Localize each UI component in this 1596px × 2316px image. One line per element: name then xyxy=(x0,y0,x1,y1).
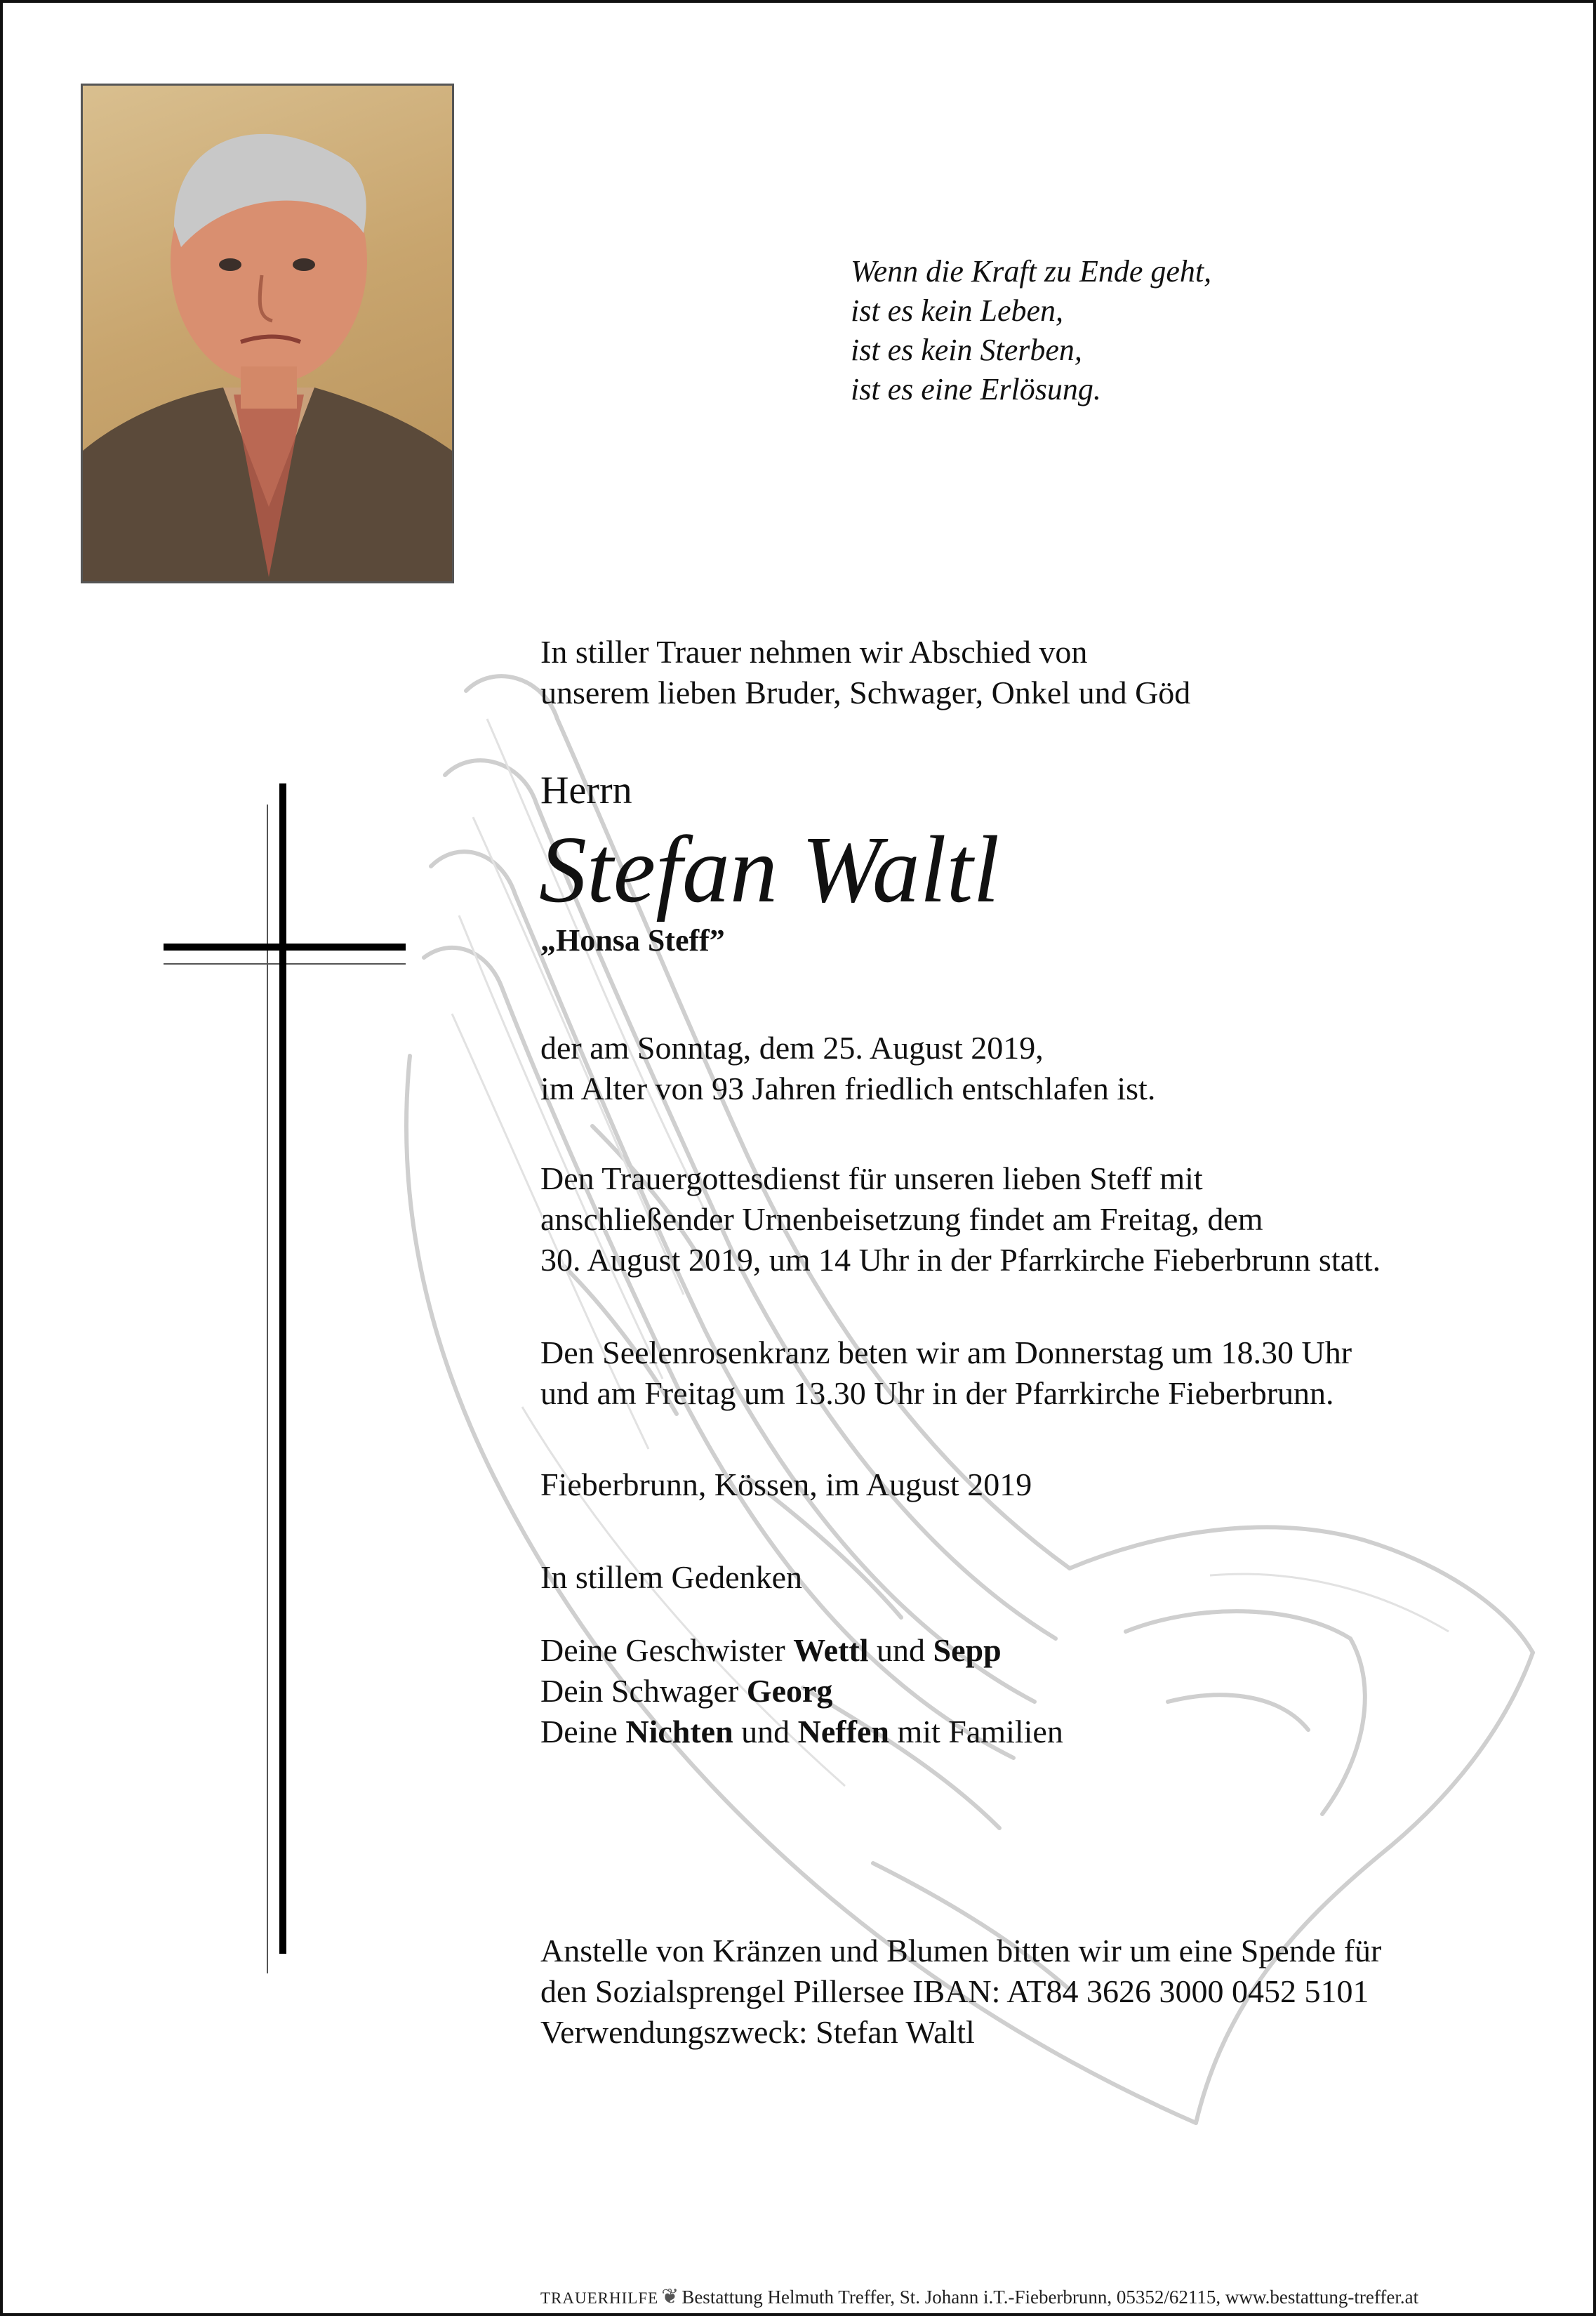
deceased-name: Stefan Waltl xyxy=(539,817,1000,922)
donation-line: den Sozialsprengel Pillersee IBAN: AT84 3626 3000 0452 5101 xyxy=(540,1973,1369,2009)
verse-line: Wenn die Kraft zu Ende geht, xyxy=(851,254,1212,289)
mourner-text: Deine Geschwister xyxy=(540,1632,794,1668)
rosary-line: und am Freitag um 13.30 Uhr in der Pfarrkirche Fieberbrunn. xyxy=(540,1375,1334,1411)
service-line: anschließender Urnenbeisetzung findet am Freitag, dem xyxy=(540,1201,1263,1237)
intro-text xyxy=(540,632,1190,713)
mourner-text: Dein Schwager xyxy=(540,1673,747,1709)
footer-text: Bestattung Helmuth Treffer, St. Johann i.T.-Fieberbrunn, 05352/62115, www.bestattung-treffer.at xyxy=(681,2287,1419,2308)
mourner-name: Neffen xyxy=(797,1714,889,1749)
dove-icon: ❦ xyxy=(661,2285,679,2308)
nickname: „Honsa Steff” xyxy=(540,923,725,958)
donation-line: Verwendungszweck: Stefan Waltl xyxy=(540,2014,975,2050)
verse-line: ist es kein Sterben, xyxy=(851,333,1082,367)
service-info xyxy=(540,1158,1381,1281)
cross-vertical-beam xyxy=(279,783,286,1954)
death-line: der am Sonntag, dem 25. August 2019, xyxy=(540,1030,1044,1066)
mourner-name: Sepp xyxy=(933,1632,1002,1668)
mourner-text: Deine xyxy=(540,1714,626,1749)
cross-horizontal-beam xyxy=(164,944,406,951)
mourner-name: Nichten xyxy=(625,1714,733,1749)
intro-line: In stiller Trauer nehmen wir Abschied von xyxy=(540,634,1088,670)
service-line: Den Trauergottesdienst für unseren lieben Steff mit xyxy=(540,1160,1203,1196)
place-date xyxy=(540,1464,1032,1505)
mourner-name: Georg xyxy=(746,1673,833,1709)
mourner-line xyxy=(540,1712,1063,1752)
portrait-photo xyxy=(81,84,454,583)
salutation: Herrn xyxy=(540,769,632,812)
mourner-text: und xyxy=(868,1632,933,1668)
mourner-line xyxy=(540,1671,1063,1712)
death-notice xyxy=(540,1028,1155,1109)
place-date-line: Fieberbrunn, Kössen, im August 2019 xyxy=(540,1467,1032,1502)
death-line: im Alter von 93 Jahren friedlich entschlafen ist. xyxy=(540,1071,1156,1106)
verse-line: ist es kein Leben, xyxy=(851,293,1064,328)
cross-thin-vertical xyxy=(267,805,268,1973)
rosary-info xyxy=(540,1332,1352,1414)
funeral-home-footer xyxy=(540,2284,1418,2309)
verse-line: ist es eine Erlösung. xyxy=(851,372,1101,406)
verse-quote xyxy=(851,252,1211,409)
mourner-line xyxy=(540,1630,1063,1671)
mourner-text: mit Familien xyxy=(889,1714,1063,1749)
remembrance xyxy=(540,1557,802,1598)
donation-line: Anstelle von Kränzen und Blumen bitten wir um eine Spende für xyxy=(540,1933,1382,1968)
service-line: 30. August 2019, um 14 Uhr in der Pfarrkirche Fieberbrunn statt. xyxy=(540,1242,1381,1278)
footer-brand: TRAUERHILFE xyxy=(540,2289,659,2307)
mourner-name: Wettl xyxy=(793,1632,869,1668)
rosary-line: Den Seelenrosenkranz beten wir am Donnerstag um 18.30 Uhr xyxy=(540,1335,1352,1370)
remembrance-line: In stillem Gedenken xyxy=(540,1559,803,1595)
mourner-text: und xyxy=(733,1714,798,1749)
mourners-list xyxy=(540,1630,1063,1752)
intro-line: unserem lieben Bruder, Schwager, Onkel und Göd xyxy=(540,675,1191,710)
donation-request xyxy=(540,1931,1381,2053)
